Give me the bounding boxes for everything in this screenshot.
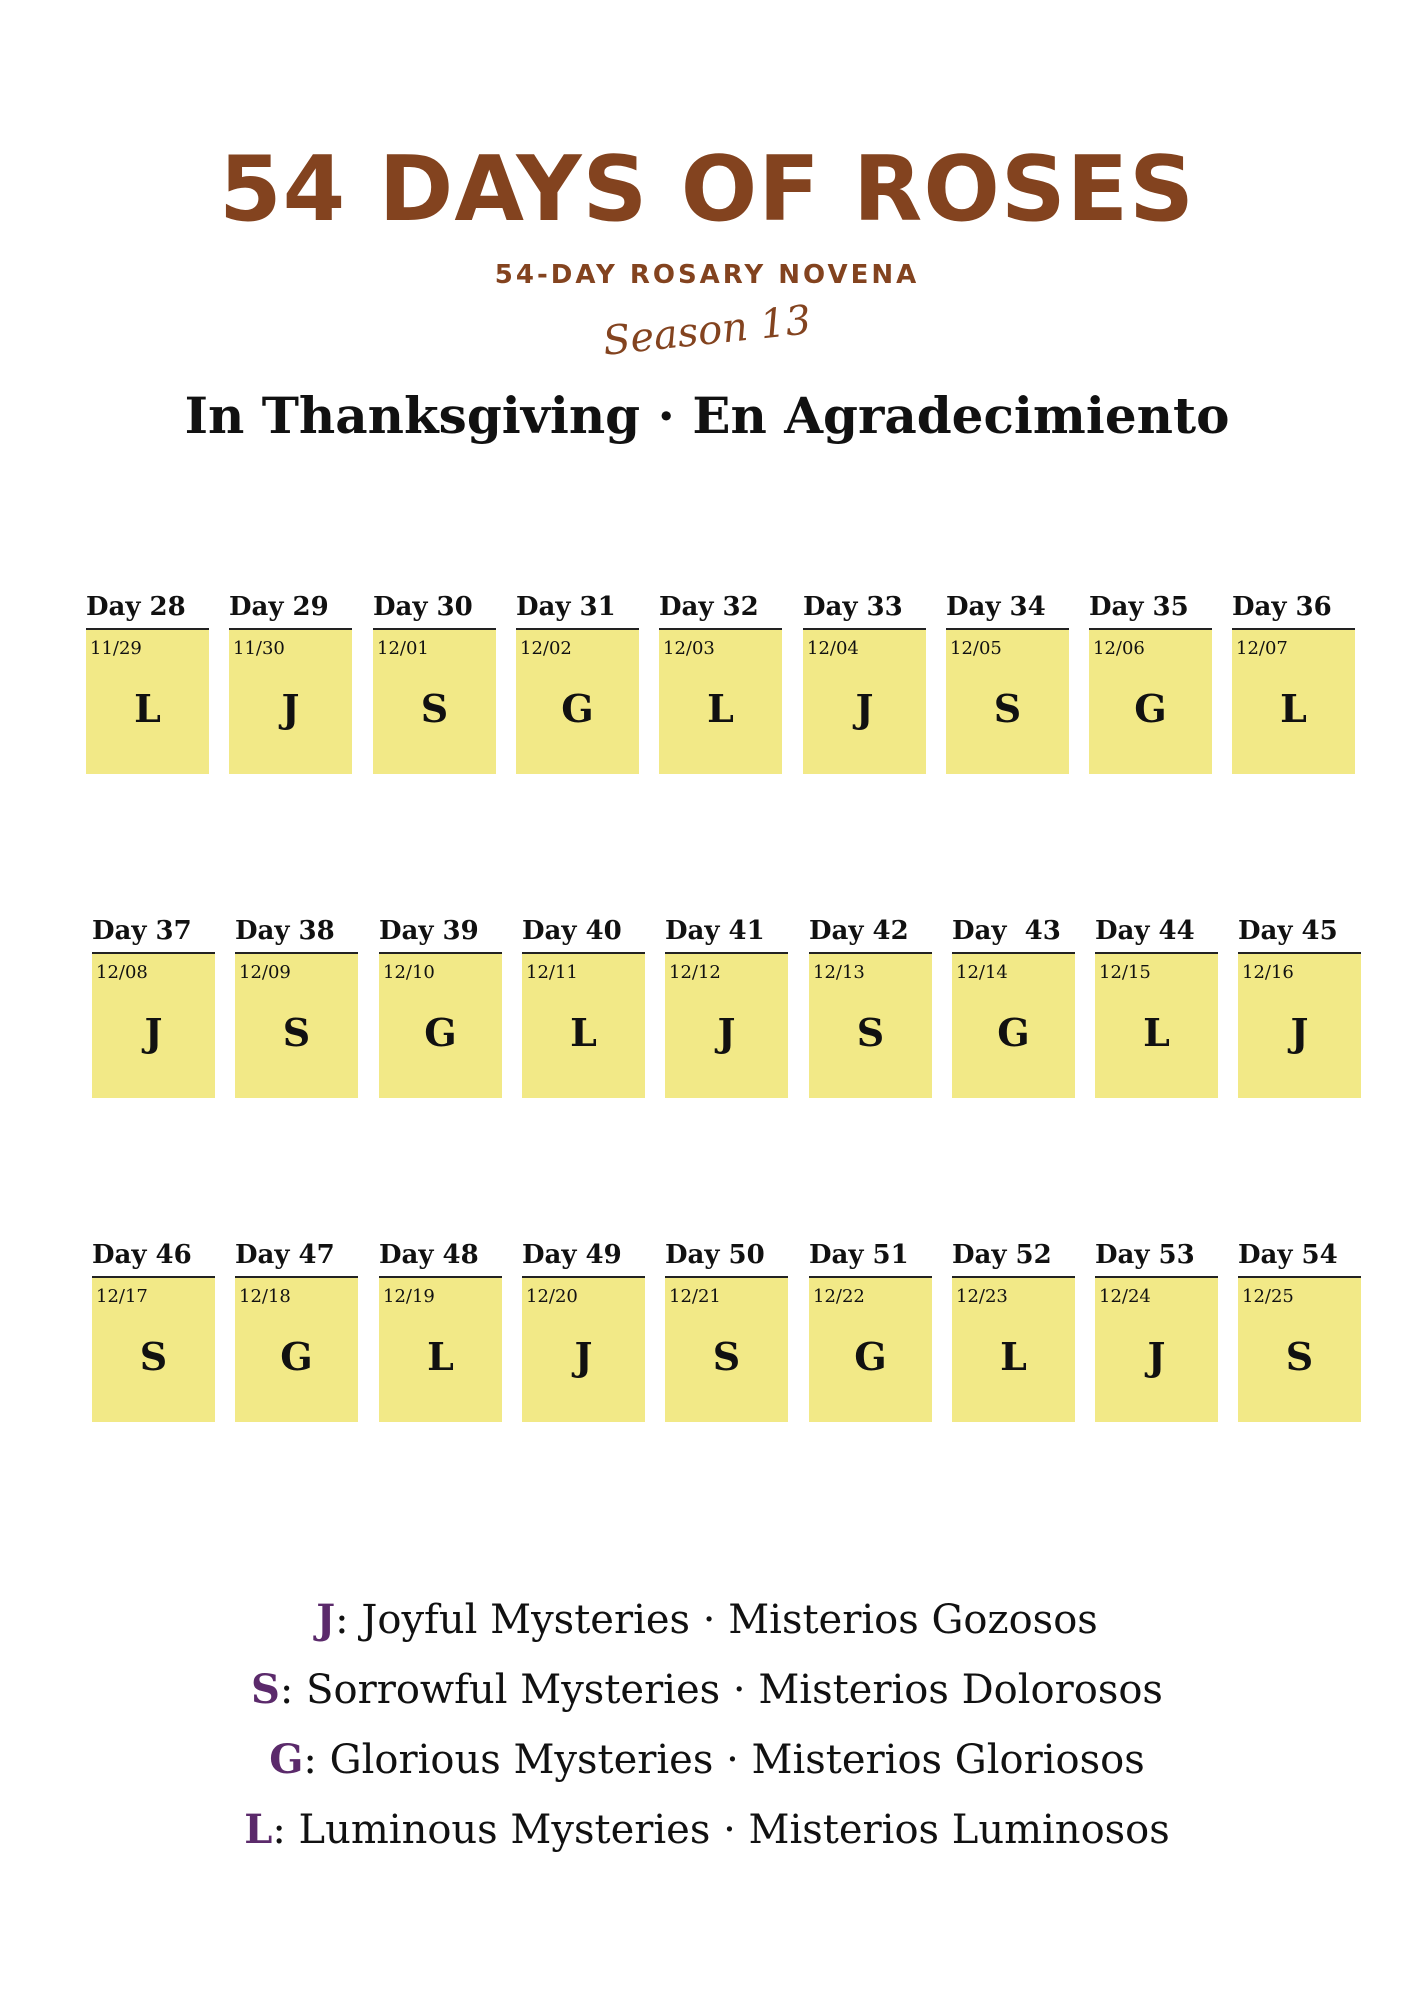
day-label: Day 41 [665,914,788,954]
day-cell [373,590,496,780]
day-label: Day 39 [379,914,502,954]
day-cell [952,914,1075,1104]
day-label: Day 42 [809,914,932,954]
day-label: Day 44 [1095,914,1218,954]
mystery-code: L [1280,686,1307,731]
mystery-code: L [707,686,734,731]
day-box [522,954,645,1098]
day-label: Day 32 [659,590,782,630]
day-box [86,630,209,774]
day-cell [665,1238,788,1428]
mystery-code: S [1285,1334,1314,1379]
day-box [809,1278,932,1422]
page-title: 54 DAYS OF ROSES [219,137,1195,242]
day-cell [379,1238,502,1428]
day-date: 12/06 [1093,638,1145,659]
legend-item-sorrowful [0,1655,1414,1725]
day-date: 12/18 [239,1286,291,1307]
legend-key: L [244,1806,273,1853]
legend-text: : Glorious Mysteries · Misterios Gloriosos [303,1737,1145,1783]
day-box [235,1278,358,1422]
mystery-code: S [856,1010,885,1055]
day-label: Day 50 [665,1238,788,1278]
day-date: 12/16 [1242,962,1294,983]
day-date: 12/01 [377,638,429,659]
day-date: 12/25 [1242,1286,1294,1307]
mystery-code: G [997,1010,1030,1055]
day-label: Day 37 [92,914,215,954]
day-box [229,630,352,774]
day-box [1095,1278,1218,1422]
day-label: Day 40 [522,914,645,954]
day-label: Day 48 [379,1238,502,1278]
day-cell [92,1238,215,1428]
day-date: 12/10 [383,962,435,983]
day-date: 12/07 [1236,638,1288,659]
mystery-code: L [427,1334,454,1379]
day-box [92,954,215,1098]
day-date: 12/23 [956,1286,1008,1307]
day-label: Day 46 [92,1238,215,1278]
legend-text: : Joyful Mysteries · Misterios Gozosos [335,1597,1098,1643]
day-cell [1232,590,1355,780]
day-box [373,630,496,774]
day-date: 12/02 [520,638,572,659]
day-label: Day 36 [1232,590,1355,630]
mystery-code: J [281,686,300,731]
day-label: Day 54 [1238,1238,1361,1278]
legend-item-joyful [0,1585,1414,1655]
legend-text: : Luminous Mysteries · Misterios Luminosos [272,1807,1170,1853]
day-cell [1095,914,1218,1104]
day-label: Day 35 [1089,590,1212,630]
day-cell [86,590,209,780]
day-cell [235,914,358,1104]
day-box [659,630,782,774]
day-date: 12/19 [383,1286,435,1307]
day-label: Day 53 [1095,1238,1218,1278]
legend-text: : Sorrowful Mysteries · Misterios Dolorosos [279,1667,1163,1713]
mystery-code: L [570,1010,597,1055]
day-cell [809,914,932,1104]
mystery-code: G [1134,686,1167,731]
day-cell [235,1238,358,1428]
legend-key: J [316,1596,336,1643]
day-date: 12/24 [1099,1286,1151,1307]
day-label: Day 31 [516,590,639,630]
day-box [516,630,639,774]
mystery-code: J [574,1334,593,1379]
day-label: Day 49 [522,1238,645,1278]
mystery-code: J [144,1010,163,1055]
mystery-code: G [424,1010,457,1055]
day-label: Day 29 [229,590,352,630]
legend-item-glorious [0,1725,1414,1795]
legend-key: G [269,1736,304,1783]
day-label: Day 34 [946,590,1069,630]
day-date: 12/12 [669,962,721,983]
day-label: Day 45 [1238,914,1361,954]
mystery-code: J [717,1010,736,1055]
day-box [1238,1278,1361,1422]
day-date: 12/08 [96,962,148,983]
day-box [1238,954,1361,1098]
day-label: Day 47 [235,1238,358,1278]
mystery-code: S [420,686,449,731]
day-label: Day 43 [952,914,1075,954]
day-cell [1238,1238,1361,1428]
day-date: 12/15 [1099,962,1151,983]
day-box [92,1278,215,1422]
mystery-code: G [854,1334,887,1379]
day-box [665,1278,788,1422]
day-box [809,954,932,1098]
day-box [952,1278,1075,1422]
day-box [1095,954,1218,1098]
page-subtitle: 54-DAY ROSARY NOVENA [494,260,920,290]
day-date: 12/13 [813,962,865,983]
day-date: 12/14 [956,962,1008,983]
day-cell [522,914,645,1104]
day-cell [379,914,502,1104]
day-cell [803,590,926,780]
day-box [379,954,502,1098]
theme-heading: In Thanksgiving · En Agradecimiento [184,386,1230,445]
mystery-code: J [1290,1010,1309,1055]
day-cell [952,1238,1075,1428]
day-label: Day 52 [952,1238,1075,1278]
season-label: Season 13 [600,297,814,365]
legend-key: S [251,1666,280,1713]
day-label: Day 28 [86,590,209,630]
mystery-code: G [280,1334,313,1379]
day-date: 11/30 [233,638,285,659]
mystery-code: J [855,686,874,731]
day-cell [665,914,788,1104]
mystery-code: S [993,686,1022,731]
legend-item-luminous [0,1795,1414,1865]
day-label: Day 38 [235,914,358,954]
day-date: 12/17 [96,1286,148,1307]
mysteries-legend [0,1585,1414,1865]
day-cell [1095,1238,1218,1428]
day-date: 12/21 [669,1286,721,1307]
mystery-code: S [712,1334,741,1379]
day-box [1089,630,1212,774]
day-cell [946,590,1069,780]
day-date: 12/09 [239,962,291,983]
mystery-code: L [134,686,161,731]
mystery-code: J [1147,1334,1166,1379]
day-date: 12/04 [807,638,859,659]
day-label: Day 33 [803,590,926,630]
day-box [379,1278,502,1422]
day-date: 12/05 [950,638,1002,659]
day-date: 12/20 [526,1286,578,1307]
day-cell [1238,914,1361,1104]
day-cell [92,914,215,1104]
day-cell [1089,590,1212,780]
day-box [803,630,926,774]
day-date: 12/03 [663,638,715,659]
day-date: 12/11 [526,962,578,983]
day-date: 12/22 [813,1286,865,1307]
mystery-code: L [1000,1334,1027,1379]
day-box [522,1278,645,1422]
day-box [235,954,358,1098]
day-cell [229,590,352,780]
mystery-code: S [282,1010,311,1055]
day-box [946,630,1069,774]
day-label: Day 51 [809,1238,932,1278]
day-cell [516,590,639,780]
day-cell [522,1238,645,1428]
day-box [952,954,1075,1098]
mystery-code: G [561,686,594,731]
mystery-code: S [139,1334,168,1379]
day-cell [659,590,782,780]
day-label: Day 30 [373,590,496,630]
mystery-code: L [1143,1010,1170,1055]
day-date: 11/29 [90,638,142,659]
day-box [665,954,788,1098]
day-cell [809,1238,932,1428]
day-box [1232,630,1355,774]
